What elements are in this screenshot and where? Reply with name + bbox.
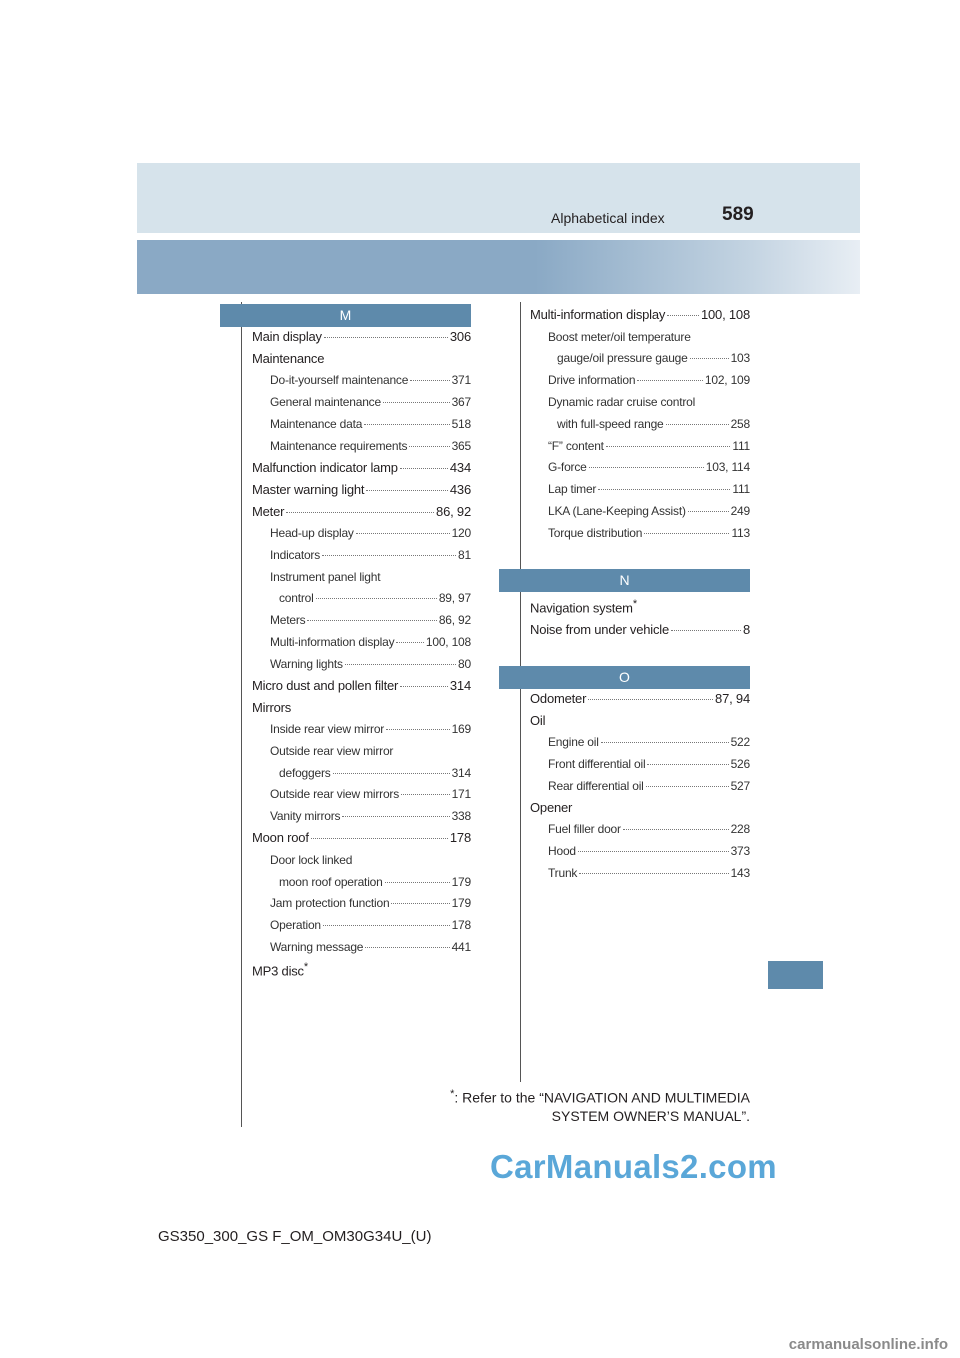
- index-entry: Malfunction indicator lamp 434: [252, 460, 471, 475]
- document-code: GS350_300_GS F_OM_OM30G34U_(U): [158, 1228, 432, 1245]
- index-subentry: moon roof operation 179: [279, 875, 471, 889]
- section-header-o: [499, 666, 750, 689]
- watermark-secondary: carmanualsonline.info: [788, 1336, 948, 1353]
- index-subentry: Hood 373: [548, 844, 750, 858]
- index-subentry: Dynamic radar cruise control: [548, 395, 696, 409]
- index-entry: Odometer 87, 94: [530, 691, 750, 706]
- index-subentry: Instrument panel light: [270, 570, 381, 584]
- footnote-marker: *: [632, 598, 637, 610]
- footnote: [400, 1085, 750, 1125]
- index-subentry: Maintenance requirements 365: [270, 439, 471, 453]
- index-subentry: Multi-information display 100, 108: [270, 635, 471, 649]
- index-subentry: Vanity mirrors 338: [270, 809, 471, 823]
- index-subentry: defoggers 314: [279, 766, 471, 780]
- section-header-m: [220, 304, 471, 327]
- index-subentry: Do-it-yourself maintenance 371: [270, 373, 471, 387]
- index-entry: Multi-information display 100, 108: [530, 307, 750, 322]
- index-entry: Mirrors: [252, 700, 292, 715]
- watermark-primary: CarManuals2.com: [490, 1148, 777, 1185]
- index-subentry: Lap timer 111: [548, 482, 750, 496]
- header-gradient-bar: [137, 240, 860, 294]
- index-subentry: Indicators 81: [270, 548, 471, 562]
- left-column-rule: [241, 302, 242, 1127]
- index-subentry: Engine oil 522: [548, 735, 750, 749]
- index-entry: Navigation system*: [530, 598, 637, 616]
- footnote-line-1: : Refer to the “NAVIGATION AND MULTIMEDIA: [454, 1089, 750, 1106]
- index-subentry: Trunk 143: [548, 866, 750, 880]
- footnote-marker: *: [450, 1088, 455, 1100]
- index-subentry: Head-up display 120: [270, 526, 471, 540]
- index-subentry: Door lock linked: [270, 853, 353, 867]
- index-subentry: Drive information 102, 109: [548, 373, 750, 387]
- index-subentry: control 89, 97: [279, 591, 471, 605]
- index-subentry: Boost meter/oil temperature: [548, 330, 691, 344]
- index-subentry: gauge/oil pressure gauge 103: [557, 351, 750, 365]
- footnote-marker: *: [303, 961, 308, 973]
- index-subentry: LKA (Lane-Keeping Assist) 249: [548, 504, 750, 518]
- section-label: M: [339, 307, 352, 323]
- section-label: O: [619, 669, 630, 685]
- index-subentry: Rear differential oil 527: [548, 779, 750, 793]
- index-subentry: G-force 103, 114: [548, 460, 750, 474]
- index-entry: Main display 306: [252, 329, 471, 344]
- page-number: 589: [722, 204, 754, 225]
- index-subentry: Outside rear view mirror: [270, 744, 394, 758]
- index-entry: Opener: [530, 800, 573, 815]
- index-subentry: General maintenance 367: [270, 395, 471, 409]
- page-title: Alphabetical index: [551, 210, 665, 226]
- index-subentry: Maintenance data 518: [270, 417, 471, 431]
- index-subentry: Warning message 441: [270, 940, 471, 954]
- index-entry: Noise from under vehicle 8: [530, 622, 750, 637]
- index-entry: Master warning light 436: [252, 482, 471, 497]
- section-label: N: [619, 572, 630, 588]
- index-subentry: Torque distribution 113: [548, 526, 750, 540]
- index-subentry: Outside rear view mirrors 171: [270, 787, 471, 801]
- index-entry: Oil: [530, 713, 546, 728]
- index-subentry: with full-speed range 258: [557, 417, 750, 431]
- index-subentry: “F” content 111: [548, 439, 750, 453]
- index-entry: MP3 disc*: [252, 961, 308, 979]
- index-subentry: Front differential oil 526: [548, 757, 750, 771]
- footnote-line-2: SYSTEM OWNER’S MANUAL”.: [551, 1107, 750, 1124]
- index-entry: Maintenance: [252, 351, 325, 366]
- section-header-n: [499, 569, 750, 592]
- index-entry: Meter 86, 92: [252, 504, 471, 519]
- chapter-tab: [768, 961, 823, 989]
- index-entry: Moon roof 178: [252, 830, 471, 845]
- index-subentry: Fuel filler door 228: [548, 822, 750, 836]
- right-column-rule: [520, 302, 521, 1082]
- index-subentry: Meters 86, 92: [270, 613, 471, 627]
- index-entry: Micro dust and pollen filter 314: [252, 678, 471, 693]
- index-subentry: Inside rear view mirror 169: [270, 722, 471, 736]
- index-subentry: Jam protection function 179: [270, 896, 471, 910]
- index-subentry: Warning lights 80: [270, 657, 471, 671]
- index-subentry: Operation 178: [270, 918, 471, 932]
